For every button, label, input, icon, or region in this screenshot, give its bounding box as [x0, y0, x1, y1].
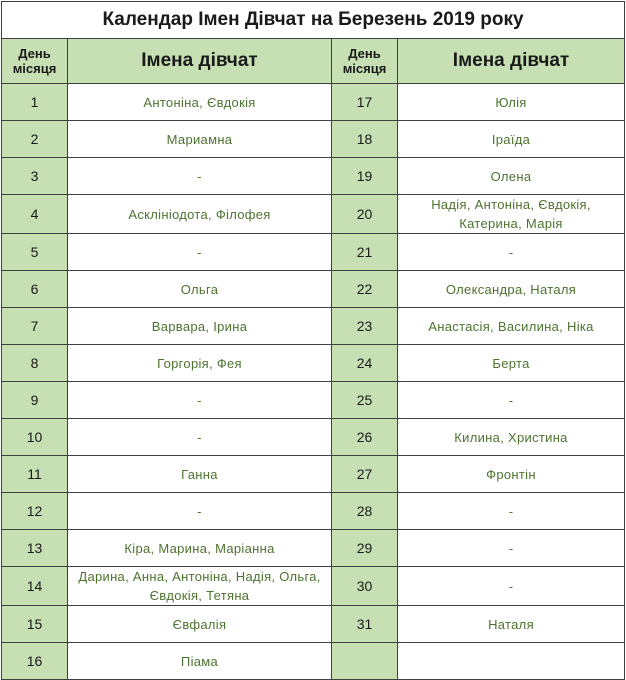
- day-cell-right: 30: [332, 567, 398, 606]
- day-cell-right: 29: [332, 530, 398, 567]
- day-cell-right: 22: [332, 271, 398, 308]
- day-cell-right: 28: [332, 493, 398, 530]
- day-cell-left: 9: [2, 382, 68, 419]
- names-cell-right: Анастасія, Василина, Ніка: [398, 308, 625, 345]
- names-cell-left: -: [68, 158, 332, 195]
- names-cell-right: Олена: [398, 158, 625, 195]
- names-cell-right: -: [398, 234, 625, 271]
- day-header-line-1: День: [348, 46, 381, 61]
- day-cell-left: 2: [2, 121, 68, 158]
- names-cell-right: -: [398, 567, 625, 606]
- names-cell-left: Євфалія: [68, 606, 332, 643]
- day-cell-left: 11: [2, 456, 68, 493]
- day-cell-right: 25: [332, 382, 398, 419]
- names-cell-right: Килина, Христина: [398, 419, 625, 456]
- names-cell-right: [398, 643, 625, 680]
- day-cell-left: 12: [2, 493, 68, 530]
- names-cell-right: -: [398, 382, 625, 419]
- table-row: [2, 84, 625, 121]
- day-cell-left: 4: [2, 195, 68, 234]
- table-row: [2, 456, 625, 493]
- day-cell-left: 15: [2, 606, 68, 643]
- day-cell-left: 14: [2, 567, 68, 606]
- names-cell-left: Піама: [68, 643, 332, 680]
- day-cell-left: 8: [2, 345, 68, 382]
- day-cell-left: 13: [2, 530, 68, 567]
- names-cell-left: -: [68, 419, 332, 456]
- day-cell-right: 21: [332, 234, 398, 271]
- table-row: [2, 195, 625, 234]
- table-row: [2, 567, 625, 606]
- day-cell-right: 18: [332, 121, 398, 158]
- names-cell-left: Варвара, Ірина: [68, 308, 332, 345]
- names-cell-left: Кіра, Марина, Маріанна: [68, 530, 332, 567]
- names-cell-left: -: [68, 493, 332, 530]
- names-cell-left: Мариамна: [68, 121, 332, 158]
- names-cell-left: Дарина, Анна, Антоніна, Надія, Ольга, Євдокія, Тетяна: [68, 567, 332, 606]
- day-header-line-1: День: [18, 46, 51, 61]
- day-cell-right: 23: [332, 308, 398, 345]
- day-column-header-left: [2, 39, 68, 84]
- day-cell-right: 26: [332, 419, 398, 456]
- day-header-line-2: місяця: [12, 61, 57, 76]
- day-cell-right: 17: [332, 84, 398, 121]
- names-cell-right: Надія, Антоніна, Євдокія, Катерина, Марія: [398, 195, 625, 234]
- table-row: [2, 158, 625, 195]
- day-cell-left: 16: [2, 643, 68, 680]
- table-row: [2, 382, 625, 419]
- day-cell-right: 24: [332, 345, 398, 382]
- table-row: [2, 530, 625, 567]
- names-cell-right: -: [398, 530, 625, 567]
- names-cell-right: Іраїда: [398, 121, 625, 158]
- day-cell-right: [332, 643, 398, 680]
- names-cell-left: Ольга: [68, 271, 332, 308]
- names-cell-left: Ганна: [68, 456, 332, 493]
- names-cell-right: Олександра, Наталя: [398, 271, 625, 308]
- names-cell-right: Фронтін: [398, 456, 625, 493]
- names-column-header-right: Імена дівчат: [398, 39, 625, 84]
- names-cell-left: Горгорія, Фея: [68, 345, 332, 382]
- table-row: [2, 234, 625, 271]
- names-cell-right: Берта: [398, 345, 625, 382]
- names-cell-right: -: [398, 493, 625, 530]
- day-cell-right: 20: [332, 195, 398, 234]
- names-cell-right: Наталя: [398, 606, 625, 643]
- table-row: [2, 271, 625, 308]
- table-row: [2, 643, 625, 680]
- table-row: [2, 308, 625, 345]
- day-cell-left: 7: [2, 308, 68, 345]
- calendar-body: [2, 84, 625, 680]
- names-cell-left: Антоніна, Євдокія: [68, 84, 332, 121]
- table-row: [2, 345, 625, 382]
- day-cell-left: 1: [2, 84, 68, 121]
- day-cell-left: 3: [2, 158, 68, 195]
- table-row: [2, 419, 625, 456]
- header-row: [2, 39, 625, 84]
- table-row: [2, 606, 625, 643]
- day-column-header-right: [332, 39, 398, 84]
- day-header-line-2: місяця: [342, 61, 387, 76]
- day-cell-right: 19: [332, 158, 398, 195]
- names-column-header-left: Імена дівчат: [68, 39, 332, 84]
- day-cell-right: 27: [332, 456, 398, 493]
- day-cell-left: 5: [2, 234, 68, 271]
- table-row: [2, 493, 625, 530]
- table-row: [2, 121, 625, 158]
- names-cell-right: Юлія: [398, 84, 625, 121]
- day-cell-right: 31: [332, 606, 398, 643]
- title-row: [2, 2, 625, 39]
- name-calendar-table: [1, 1, 625, 680]
- day-cell-left: 10: [2, 419, 68, 456]
- day-cell-left: 6: [2, 271, 68, 308]
- page-title: Календар Імен Дівчат на Березень 2019 року: [2, 2, 625, 39]
- names-cell-left: -: [68, 382, 332, 419]
- names-cell-left: Асклініодота, Філофея: [68, 195, 332, 234]
- names-cell-left: -: [68, 234, 332, 271]
